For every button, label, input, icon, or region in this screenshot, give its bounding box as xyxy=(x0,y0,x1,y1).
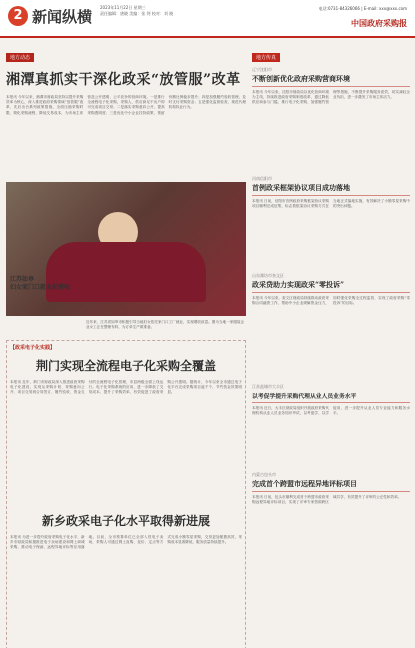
section-title: 新闻纵横 xyxy=(32,8,93,26)
rc-rule-4 xyxy=(252,402,410,403)
rc-kicker-3: 山东潍坊市奎文区 xyxy=(252,273,284,278)
fabric-pile xyxy=(46,242,206,302)
story2-tag: 【政采电子化实践】 xyxy=(10,345,56,351)
right-column xyxy=(252,44,410,571)
story3-block xyxy=(10,512,242,645)
page-number: 2 xyxy=(8,6,28,26)
lead-section-tag: 地方动态 xyxy=(6,53,34,62)
rc-rule-2 xyxy=(252,195,410,196)
photo-label-line2: 妇女家门口就业促增收 xyxy=(10,284,71,291)
paper-logo: 中国政府采购报 xyxy=(351,18,407,28)
rc-rule-3 xyxy=(252,292,410,293)
rc-title-5: 完成首个跨盟市远程异地评标项目 xyxy=(252,479,357,488)
rc-rule-5 xyxy=(252,491,410,492)
rc-item-5 xyxy=(252,472,410,571)
rc-item-4 xyxy=(252,384,410,468)
story3-headline: 新乡政采电子化水平取得新进展 xyxy=(41,514,210,528)
masthead xyxy=(0,0,415,38)
story2-headline: 荆门实现全流程电子化采购全覆盖 xyxy=(35,359,216,373)
rc-kicker-2: 河南信阳市 xyxy=(252,176,272,181)
story2-block xyxy=(10,344,242,488)
rc-body-4: 本报讯 近日，大丰区财政局组织开展政府采购代理机构从业人员业务知识考试，以考促学、以学促用，进一步提升从业人员专业能力和服务水平。 xyxy=(252,406,410,416)
masthead-contact: 电话:0731-84326066 | E-mail: xxx@xxx.com xyxy=(318,6,407,11)
left-column xyxy=(6,44,246,550)
right-column-header: 地方传真 xyxy=(252,53,280,62)
rc-kicker-5: 内蒙古包头市 xyxy=(252,472,276,477)
rc-item-3 xyxy=(252,273,410,380)
lead-headline: 湘潭真抓实干深化政采“放管服”改革 xyxy=(6,72,241,88)
photo-caption: 近年来，江苏省如皋市积极引导当地妇女依托家门口工厂就业，实现增收致富。图为当地一家服装企业女工正在整理布料，为订单生产做准备。 xyxy=(86,320,245,329)
rc-body-2: 本报讯 日前，信阳市首例政府采购框架协议采购项目顺利完成征集，标志着框架协议采购方式在当地正式落地实施，有效解决了小额零星采购中的突出问题。 xyxy=(252,199,410,209)
news-photo xyxy=(6,182,246,316)
rc-kicker-4: 江苏盐城市大丰区 xyxy=(252,384,284,389)
rc-title-4: 以考促学提升采购代理从业人员业务水平 xyxy=(252,394,357,400)
story3-body: 本报讯 为进一步提升政府采购电子化水平，新乡市财政局积极推进电子卖场建设和网上商城采购，推动电子保函、远程异地评标等应用落地。目前，全市预算单位已全部入驻电子卖场，采购人可通过网上直购、竞价、定点等方式完成小额零星采购，交易更加便捷高效，采购成本显著降低，服务质量持续提升。 xyxy=(10,535,242,550)
date-line: 2023年11月22日 星期三 xyxy=(100,5,146,10)
rc-item-1 xyxy=(252,67,410,172)
rc-body-5: 本报讯 日前，包头市顺利完成首个跨盟市政府采购远程异地评标项目，实现了评审专家资源跨区域共享，有效提升了评审的公正性和效率。 xyxy=(252,495,402,505)
editor-line: 责任编辑：唐晓 美编：张 剑 校对：刘 晓 xyxy=(100,11,174,16)
rc-kicker-1: 辽宁沈阳市 xyxy=(252,67,272,72)
photo-label xyxy=(10,276,70,292)
lead-body: 本报讯 今年以来，湘潭市财政局坚持以提升采购效率为核心，深入推进政府采购领域“放管服”改革，先后出台系列政策措施，全面压缩采购时限、简化采购流程、降低交易成本，为市场主体营造公开透明、公平竞争的营商环境。一是推行全流程电子化采购，采购人、供应商足不出户即可完成项目交易；二是落实采购意向公开，提高采购透明度；三是优化中小企业扶持政策，预留份额比例稳步提升；四是加强履约验收管理，及时支付采购资金；五是强化监督检查，规范代理机构执业行为。 xyxy=(6,95,246,115)
rc-title-1: 不断创新优化政府采购营商环境 xyxy=(252,74,350,83)
story2-body: 本报讯 近年，荆门市财政局深入推进政府采购电子化建设，实现从采购计划、采购意向公开、项目交易到合同签订、履约验收、资金支付的全流程电子化管理，市县两级全面上线运行。电子化采购系统的应用，进一步降低了交易成本，提升了采购效率，有效促进了政府采购公开透明。据统计，今年以来全市通过电子化平台完成采购项目逾千个，节约资金效果明显。 xyxy=(10,380,242,395)
rc-title-3: 政采贷助力实现政采“零投诉” xyxy=(252,280,345,289)
rc-body-1: 本报讯 今年以来，沈阳市财政局以优化营商环境为主线，持续推进政府采购制度改革，通过降低供应商参与门槛、推行电子化采购、加强履约管理等措施，不断提升采购服务质效，切实减轻企业负担，进一步激发了市场主体活力。 xyxy=(252,90,410,105)
rc-item-2 xyxy=(252,176,410,269)
photo-label-line1: 江苏如皋 xyxy=(10,276,35,283)
rc-body-3: 本报讯 今年以来，奎文区财政局持续推动政府采购合同融资工作，帮助中小企业缓解资金压力，同时强化采购全过程监管，实现了政府采购“零投诉”的目标。 xyxy=(252,296,410,306)
rc-title-2: 首例政采框架协议项目成功落地 xyxy=(252,183,350,192)
masthead-meta xyxy=(100,5,173,17)
rc-rule-1 xyxy=(252,86,410,87)
